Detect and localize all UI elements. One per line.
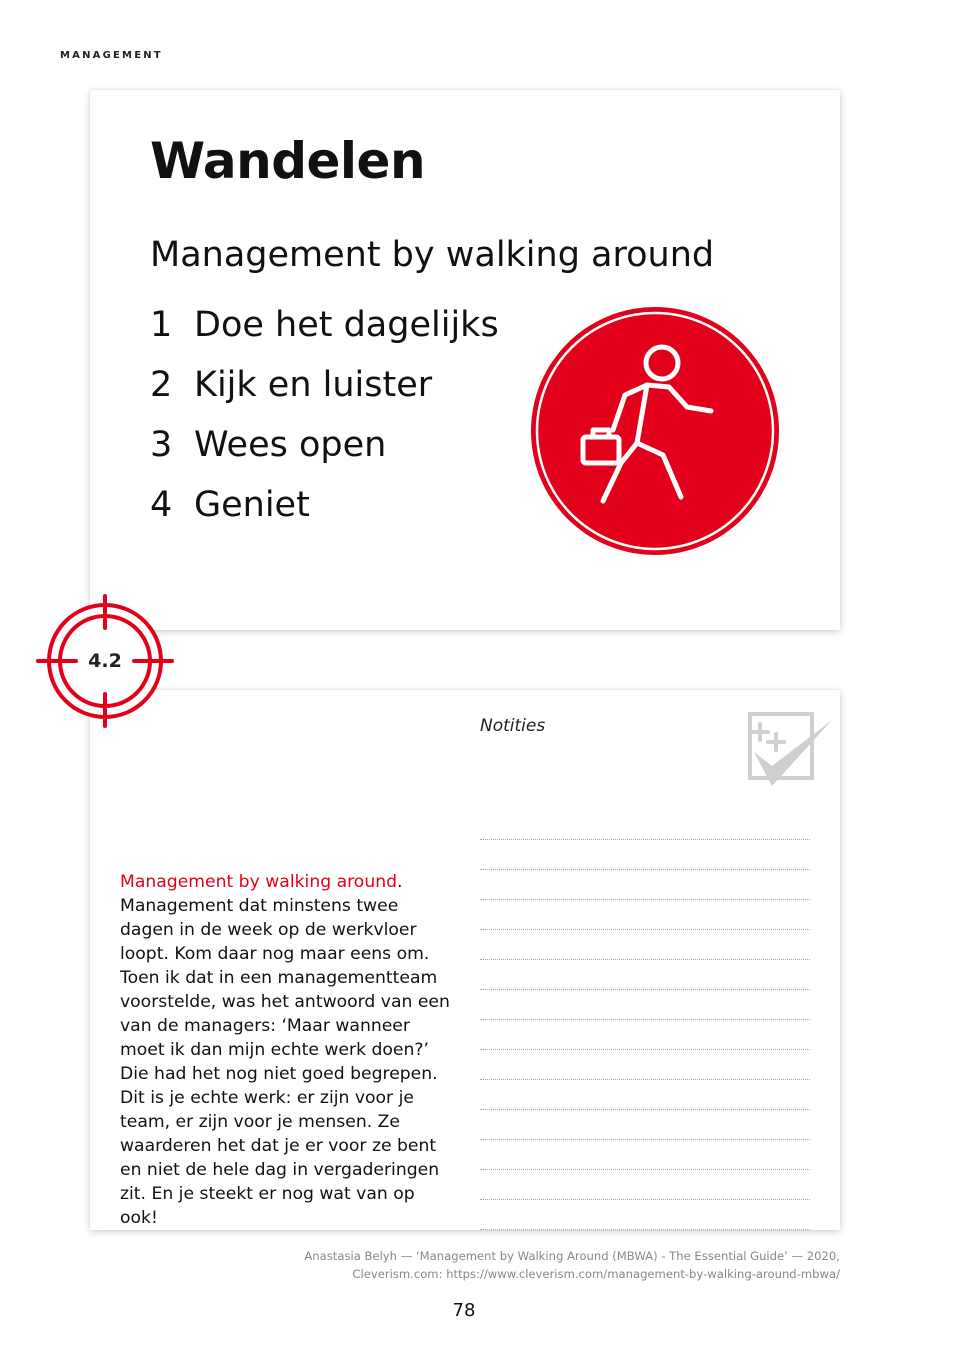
step-item xyxy=(150,415,499,475)
note-line[interactable] xyxy=(480,1200,810,1230)
notes-label: Notities xyxy=(480,716,546,736)
checkmark-plus-icon xyxy=(746,710,836,790)
note-line[interactable] xyxy=(480,810,810,840)
page-title: Wandelen xyxy=(150,132,426,190)
step-text: Geniet xyxy=(194,485,310,525)
note-line[interactable] xyxy=(480,1170,810,1200)
step-number: 3 xyxy=(150,425,173,465)
step-number: 1 xyxy=(150,305,173,345)
page-number: 78 xyxy=(452,1300,476,1321)
note-line[interactable] xyxy=(480,1080,810,1110)
steps-list xyxy=(150,295,499,535)
step-text: Wees open xyxy=(194,425,387,465)
step-item xyxy=(150,355,499,415)
page-subtitle: Management by walking around xyxy=(150,235,715,275)
step-text: Doe het dagelijks xyxy=(194,305,499,345)
body-paragraph: Management dat minstens twee dagen in de week op de werkvloer loopt. Kom daar nog maar eens om. Toen ik dat in een managementteam voorstelde, was het antwoord van een van de managers: ‘Maar wanneer moet ik dan mijn echte werk doen?’ Die had het nog niet goed begrepen. Dit is je echte werk: er zijn voor je team, er zijn voor je mensen. Ze waarderen het dat je er voor ze bent en niet de hele dag in vergaderingen zit. En je steekt er nog wat van op ook! xyxy=(120,896,450,1228)
notes-card xyxy=(90,690,840,1230)
summary-card xyxy=(90,90,840,630)
body-text xyxy=(120,870,455,1230)
walking-person-with-briefcase-icon xyxy=(529,305,781,557)
note-line[interactable] xyxy=(480,990,810,1020)
note-line[interactable] xyxy=(480,1020,810,1050)
note-line[interactable] xyxy=(480,870,810,900)
step-item xyxy=(150,295,499,355)
step-item xyxy=(150,475,499,535)
citation-line: Anastasia Belyh — ‘Management by Walking Around (MBWA) - The Essential Guide’ — 2020, xyxy=(304,1249,840,1263)
note-line[interactable] xyxy=(480,930,810,960)
note-line[interactable] xyxy=(480,840,810,870)
note-line[interactable] xyxy=(480,1110,810,1140)
highlight-term: Management by walking around xyxy=(120,872,398,892)
note-line[interactable] xyxy=(480,900,810,930)
section-label: MANAGEMENT xyxy=(60,50,163,61)
step-number: 2 xyxy=(150,365,173,405)
note-line[interactable] xyxy=(480,1140,810,1170)
highlight-punct: . xyxy=(397,872,403,892)
citation xyxy=(240,1247,840,1283)
step-text: Kijk en luister xyxy=(194,365,433,405)
section-number: 4.2 xyxy=(88,650,122,672)
note-lines xyxy=(480,810,810,1230)
note-line[interactable] xyxy=(480,960,810,990)
note-line[interactable] xyxy=(480,1050,810,1080)
citation-line: Cleverism.com: https://www.cleverism.com/management-by-walking-around-mbwa/ xyxy=(352,1267,840,1281)
step-number: 4 xyxy=(150,485,173,525)
